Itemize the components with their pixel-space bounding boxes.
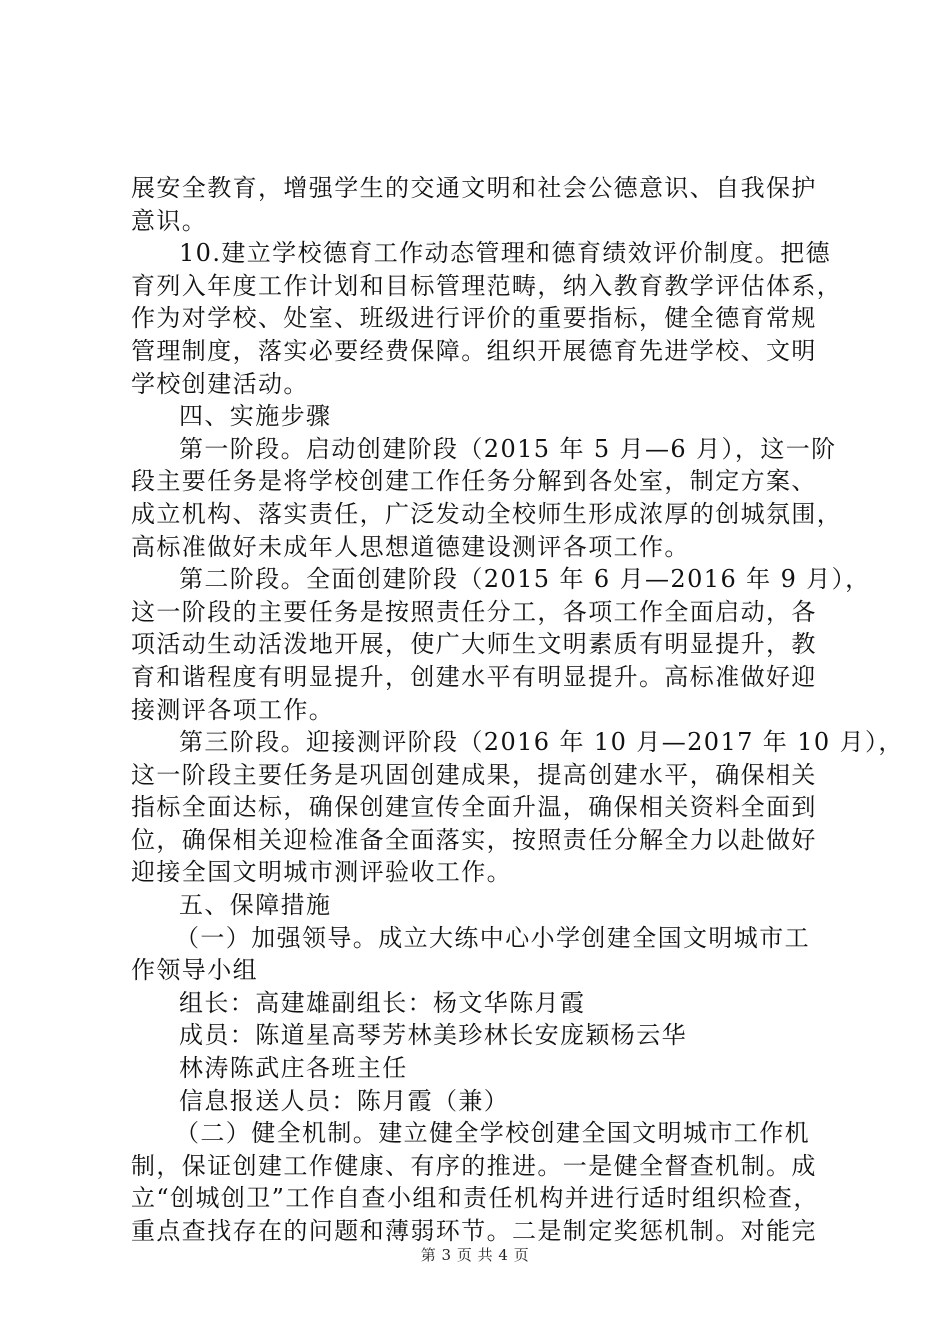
paragraph-line: 立“创城创卫”工作自查小组和责任机构并进行适时组织检查， bbox=[131, 1184, 819, 1213]
paragraph-line: 这一阶段的主要任务是按照责任分工，各项工作全面启动，各 bbox=[131, 597, 817, 626]
paragraph-line: 10.建立学校德育工作动态管理和德育绩效评价制度。把德 bbox=[179, 239, 831, 268]
paragraph-line: 接测评各项工作。 bbox=[131, 695, 335, 724]
paragraph-line: 第二阶段。全面创建阶段（2015 年 6 月—2016 年 9 月）， bbox=[179, 565, 871, 594]
paragraph-line: 第三阶段。迎接测评阶段（2016 年 10 月—2017 年 10 月）， bbox=[179, 728, 904, 757]
paragraph-line: 这一阶段主要任务是巩固创建成果，提高创建水平，确保相关 bbox=[131, 760, 817, 789]
section-heading: 五、保障措施 bbox=[179, 891, 332, 920]
paragraph-line: 高标准做好未成年人思想道德建设测评各项工作。 bbox=[131, 532, 690, 561]
paragraph-line: 重点查找存在的问题和薄弱环节。二是制定奖惩机制。对能完 bbox=[131, 1217, 817, 1245]
document-body bbox=[131, 172, 904, 1248]
paragraph-line: 第一阶段。启动创建阶段（2015 年 5 月—6 月），这一阶 bbox=[179, 434, 837, 463]
paragraph-line: 成立机构、落实责任，广泛发动全校师生形成浓厚的创城氛围， bbox=[131, 499, 843, 528]
paragraph-line: 意识。 bbox=[131, 206, 208, 235]
paragraph-line: （一）加强领导。成立大练中心小学创建全国文明城市工 bbox=[175, 923, 810, 952]
paragraph-line: 项活动生动活泼地开展，使广大师生文明素质有明显提升，教 bbox=[131, 630, 817, 659]
page-footer bbox=[0, 1244, 950, 1265]
paragraph-line: 林涛陈武庄各班主任 bbox=[179, 1054, 408, 1083]
paragraph-line: 育列入年度工作计划和目标管理范畴，纳入教育教学评估体系， bbox=[131, 271, 843, 300]
paragraph-line: 信息报送人员：陈月霞（兼） bbox=[179, 1086, 510, 1115]
paragraph-line: 成员：陈道星高琴芳林美珍林长安庞颖杨云华 bbox=[179, 1021, 687, 1050]
paragraph-line: （二）健全机制。建立健全学校创建全国文明城市工作机 bbox=[175, 1119, 810, 1148]
paragraph-line: 段主要任务是将学校创建工作任务分解到各处室，制定方案、 bbox=[131, 467, 817, 496]
paragraph-line: 制，保证创建工作健康、有序的推进。一是健全督查机制。成 bbox=[131, 1151, 817, 1180]
page-number: 第 3 页 共 4 页 bbox=[420, 1246, 530, 1264]
paragraph-line: 学校创建活动。 bbox=[131, 369, 309, 398]
paragraph-line: 作领导小组 bbox=[131, 956, 258, 985]
paragraph-line: 指标全面达标，确保创建宣传全面升温，确保相关资料全面到 bbox=[131, 793, 817, 822]
paragraph-line: 组长：高建雄副组长：杨文华陈月霞 bbox=[179, 988, 586, 1017]
paragraph-line: 迎接全国文明城市测评验收工作。 bbox=[131, 858, 512, 887]
paragraph-line: 管理制度，落实必要经费保障。组织开展德育先进学校、文明 bbox=[131, 336, 817, 365]
paragraph-line: 位，确保相关迎检准备全面落实，按照责任分解全力以赴做好 bbox=[131, 825, 817, 854]
paragraph-line: 作为对学校、处室、班级进行评价的重要指标，健全德育常规 bbox=[131, 304, 817, 333]
paragraph-line: 展安全教育，增强学生的交通文明和社会公德意识、自我保护 bbox=[131, 174, 817, 202]
section-heading: 四、实施步骤 bbox=[179, 402, 332, 431]
paragraph-line: 育和谐程度有明显提升，创建水平有明显提升。高标准做好迎 bbox=[131, 662, 817, 691]
